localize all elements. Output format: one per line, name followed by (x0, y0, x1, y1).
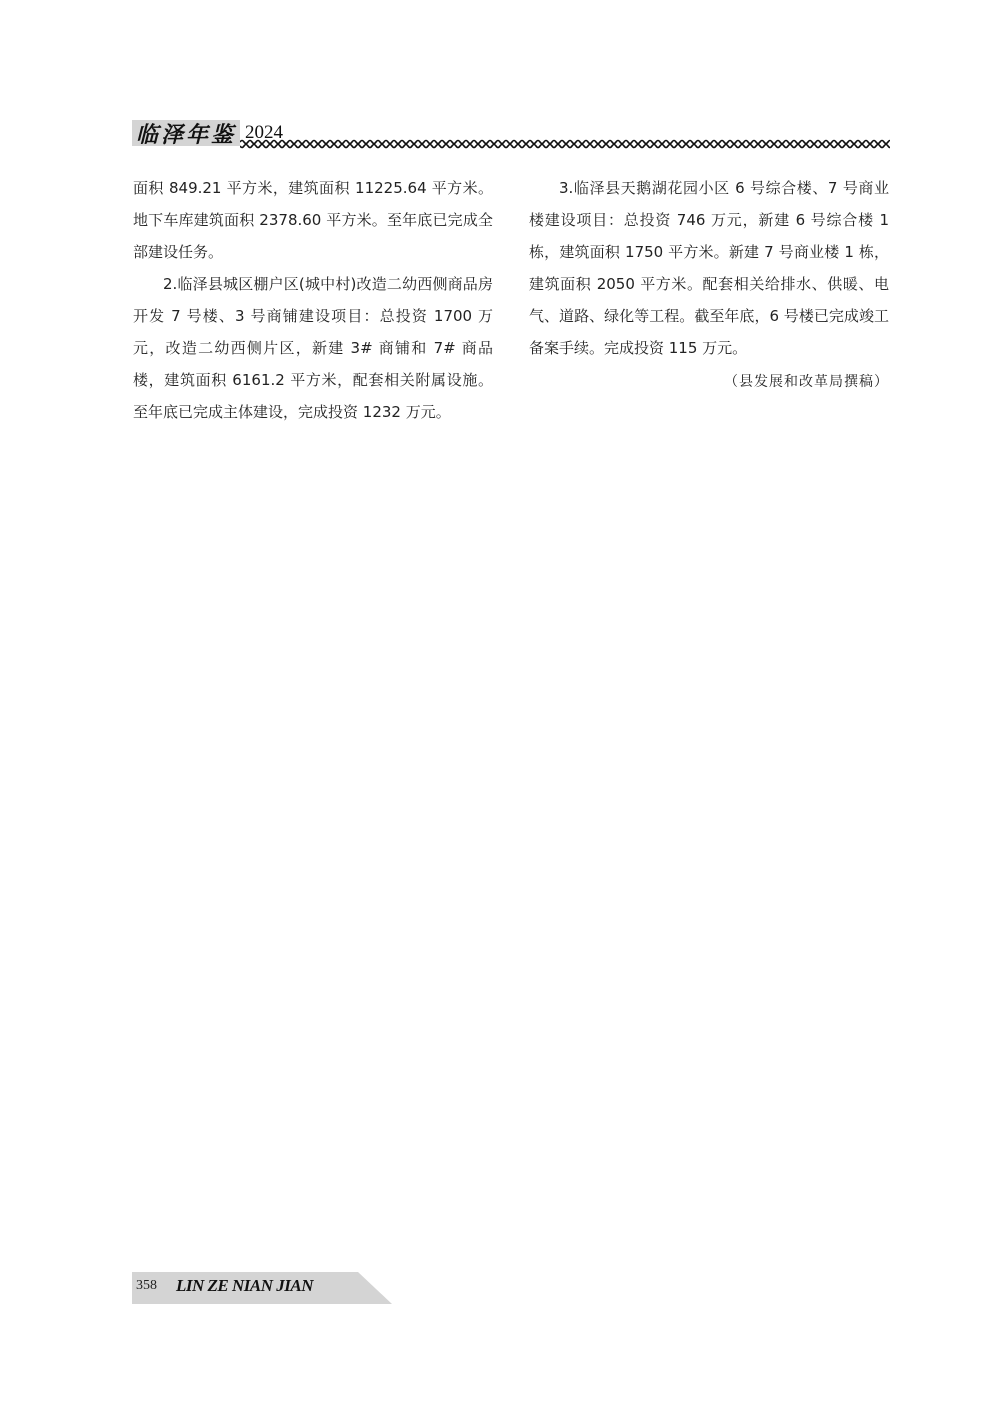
source-attribution: （县发展和改革局撰稿） (724, 374, 889, 390)
yearbook-title: 临泽年鉴 (135, 121, 236, 148)
page-footer (132, 1272, 392, 1304)
page-header (132, 116, 890, 150)
header-wave-rule (240, 138, 890, 150)
paragraph-continued: 面积 849.21 平方米，建筑面积 11225.64 平方米。地下车库建筑面积 2378.60 平方米。至年底已完成全部建设任务。 (133, 179, 493, 261)
paragraph-project-3: 3.临泽县天鹅湖花园小区 6 号综合楼、7 号商业楼建设项目：总投资 746 万元，新建 6 号综合楼 1 栋，建筑面积 1750 平方米。新建 7 号商业楼 1 栋，建筑面积 2050 平方米。配套相关给排水、供暖、电气、道路、绿化等工程。截至年底，6 号楼已完成竣工备案手续。完成投资 115 万元。 (529, 179, 889, 357)
right-column (529, 172, 889, 398)
header-title-box (132, 120, 240, 146)
yearbook-year: 2024 (245, 122, 283, 143)
paragraph-project-2: 2.临泽县城区棚户区(城中村)改造二幼西侧商品房开发 7 号楼、3 号商铺建设项目：总投资 1700 万元，改造二幼西侧片区，新建 3# 商铺和 7# 商品楼，建筑面积 6161.2 平方米，配套相关附属设施。至年底已完成主体建设，完成投资 1232 万元。 (133, 275, 493, 421)
page-number: 358 (136, 1278, 157, 1293)
footer-label: LIN ZE NIAN JIAN (176, 1276, 313, 1295)
left-column (133, 172, 493, 428)
